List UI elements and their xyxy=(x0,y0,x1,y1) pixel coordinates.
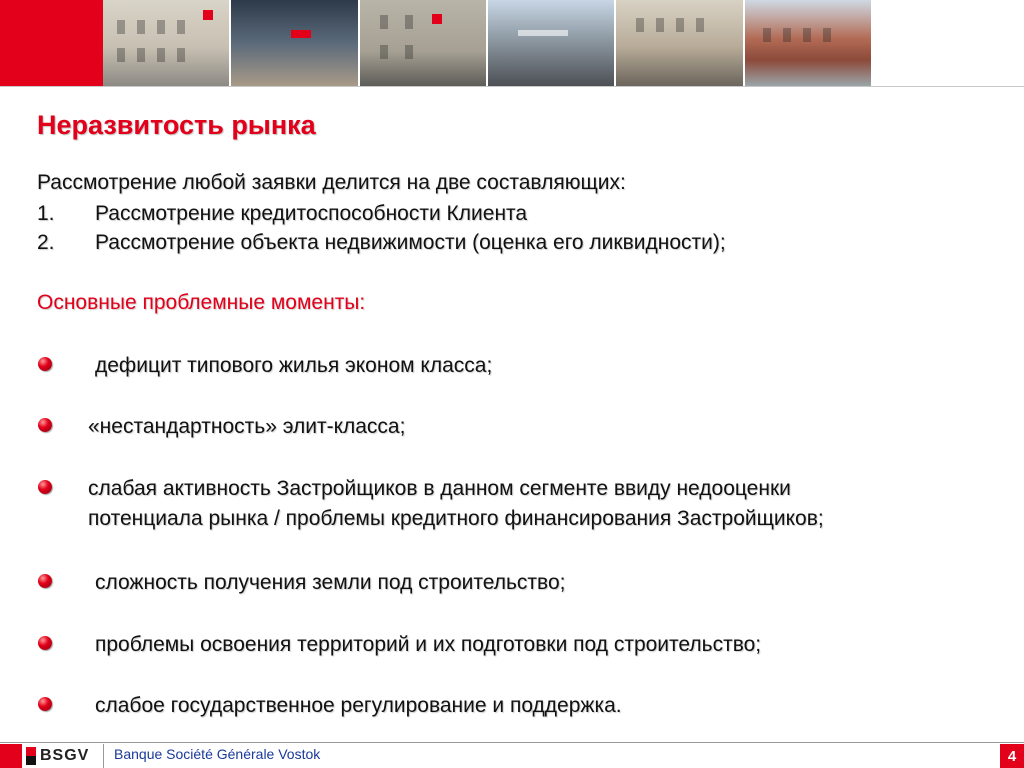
bullet-icon xyxy=(38,480,52,494)
bsgv-logo xyxy=(26,746,89,766)
bullet-text: «нестандартность» элит-класса; xyxy=(88,415,406,438)
bullet-text: сложность получения земли под строительство; xyxy=(95,571,566,594)
bullet-icon xyxy=(38,418,52,432)
building-photo-6 xyxy=(745,0,871,86)
numbered-item-2-number: 2. xyxy=(37,231,55,254)
footer-company-name: Banque Société Générale Vostok xyxy=(114,746,321,762)
numbered-item-2-text: Рассмотрение объекта недвижимости (оценка его ликвидности); xyxy=(95,231,726,254)
footer-red-block xyxy=(0,744,22,768)
header-banner xyxy=(0,0,1024,86)
bullet-text: дефицит типового жилья эконом класса; xyxy=(95,354,493,377)
building-photo-2 xyxy=(231,0,359,86)
numbered-item-1-text: Рассмотрение кредитоспособности Клиента xyxy=(95,202,528,225)
building-photo-1 xyxy=(103,0,231,86)
building-photo-5 xyxy=(616,0,744,86)
subheading: Основные проблемные моменты: xyxy=(37,291,366,314)
logo-text: BSGV xyxy=(40,747,90,764)
bullet-icon xyxy=(38,357,52,371)
slide-title: Неразвитость рынка xyxy=(37,110,316,140)
bullet-icon xyxy=(38,636,52,650)
intro-text: Рассмотрение любой заявки делится на две составляющих: xyxy=(37,171,626,194)
bullet-text-line-2: потенциала рынка / проблемы кредитного финансирования Застройщиков; xyxy=(88,507,824,530)
header-divider xyxy=(0,86,1024,87)
building-photo-3 xyxy=(360,0,488,86)
bullet-text: проблемы освоения территорий и их подготовки под строительство; xyxy=(95,633,762,656)
footer-separator xyxy=(103,744,104,768)
bullet-text: слабое государственное регулирование и поддержка. xyxy=(95,694,622,717)
bullet-text-line-1: слабая активность Застройщиков в данном сегменте ввиду недооценки xyxy=(88,477,791,500)
building-photo-4 xyxy=(488,0,616,86)
footer-divider xyxy=(0,742,1024,743)
brand-red-block xyxy=(0,0,103,86)
logo-mark-icon xyxy=(26,747,36,765)
bullet-icon xyxy=(38,574,52,588)
numbered-item-1-number: 1. xyxy=(37,202,55,225)
page-number: 4 xyxy=(1000,744,1024,768)
bullet-icon xyxy=(38,697,52,711)
photo-strip xyxy=(103,0,871,86)
